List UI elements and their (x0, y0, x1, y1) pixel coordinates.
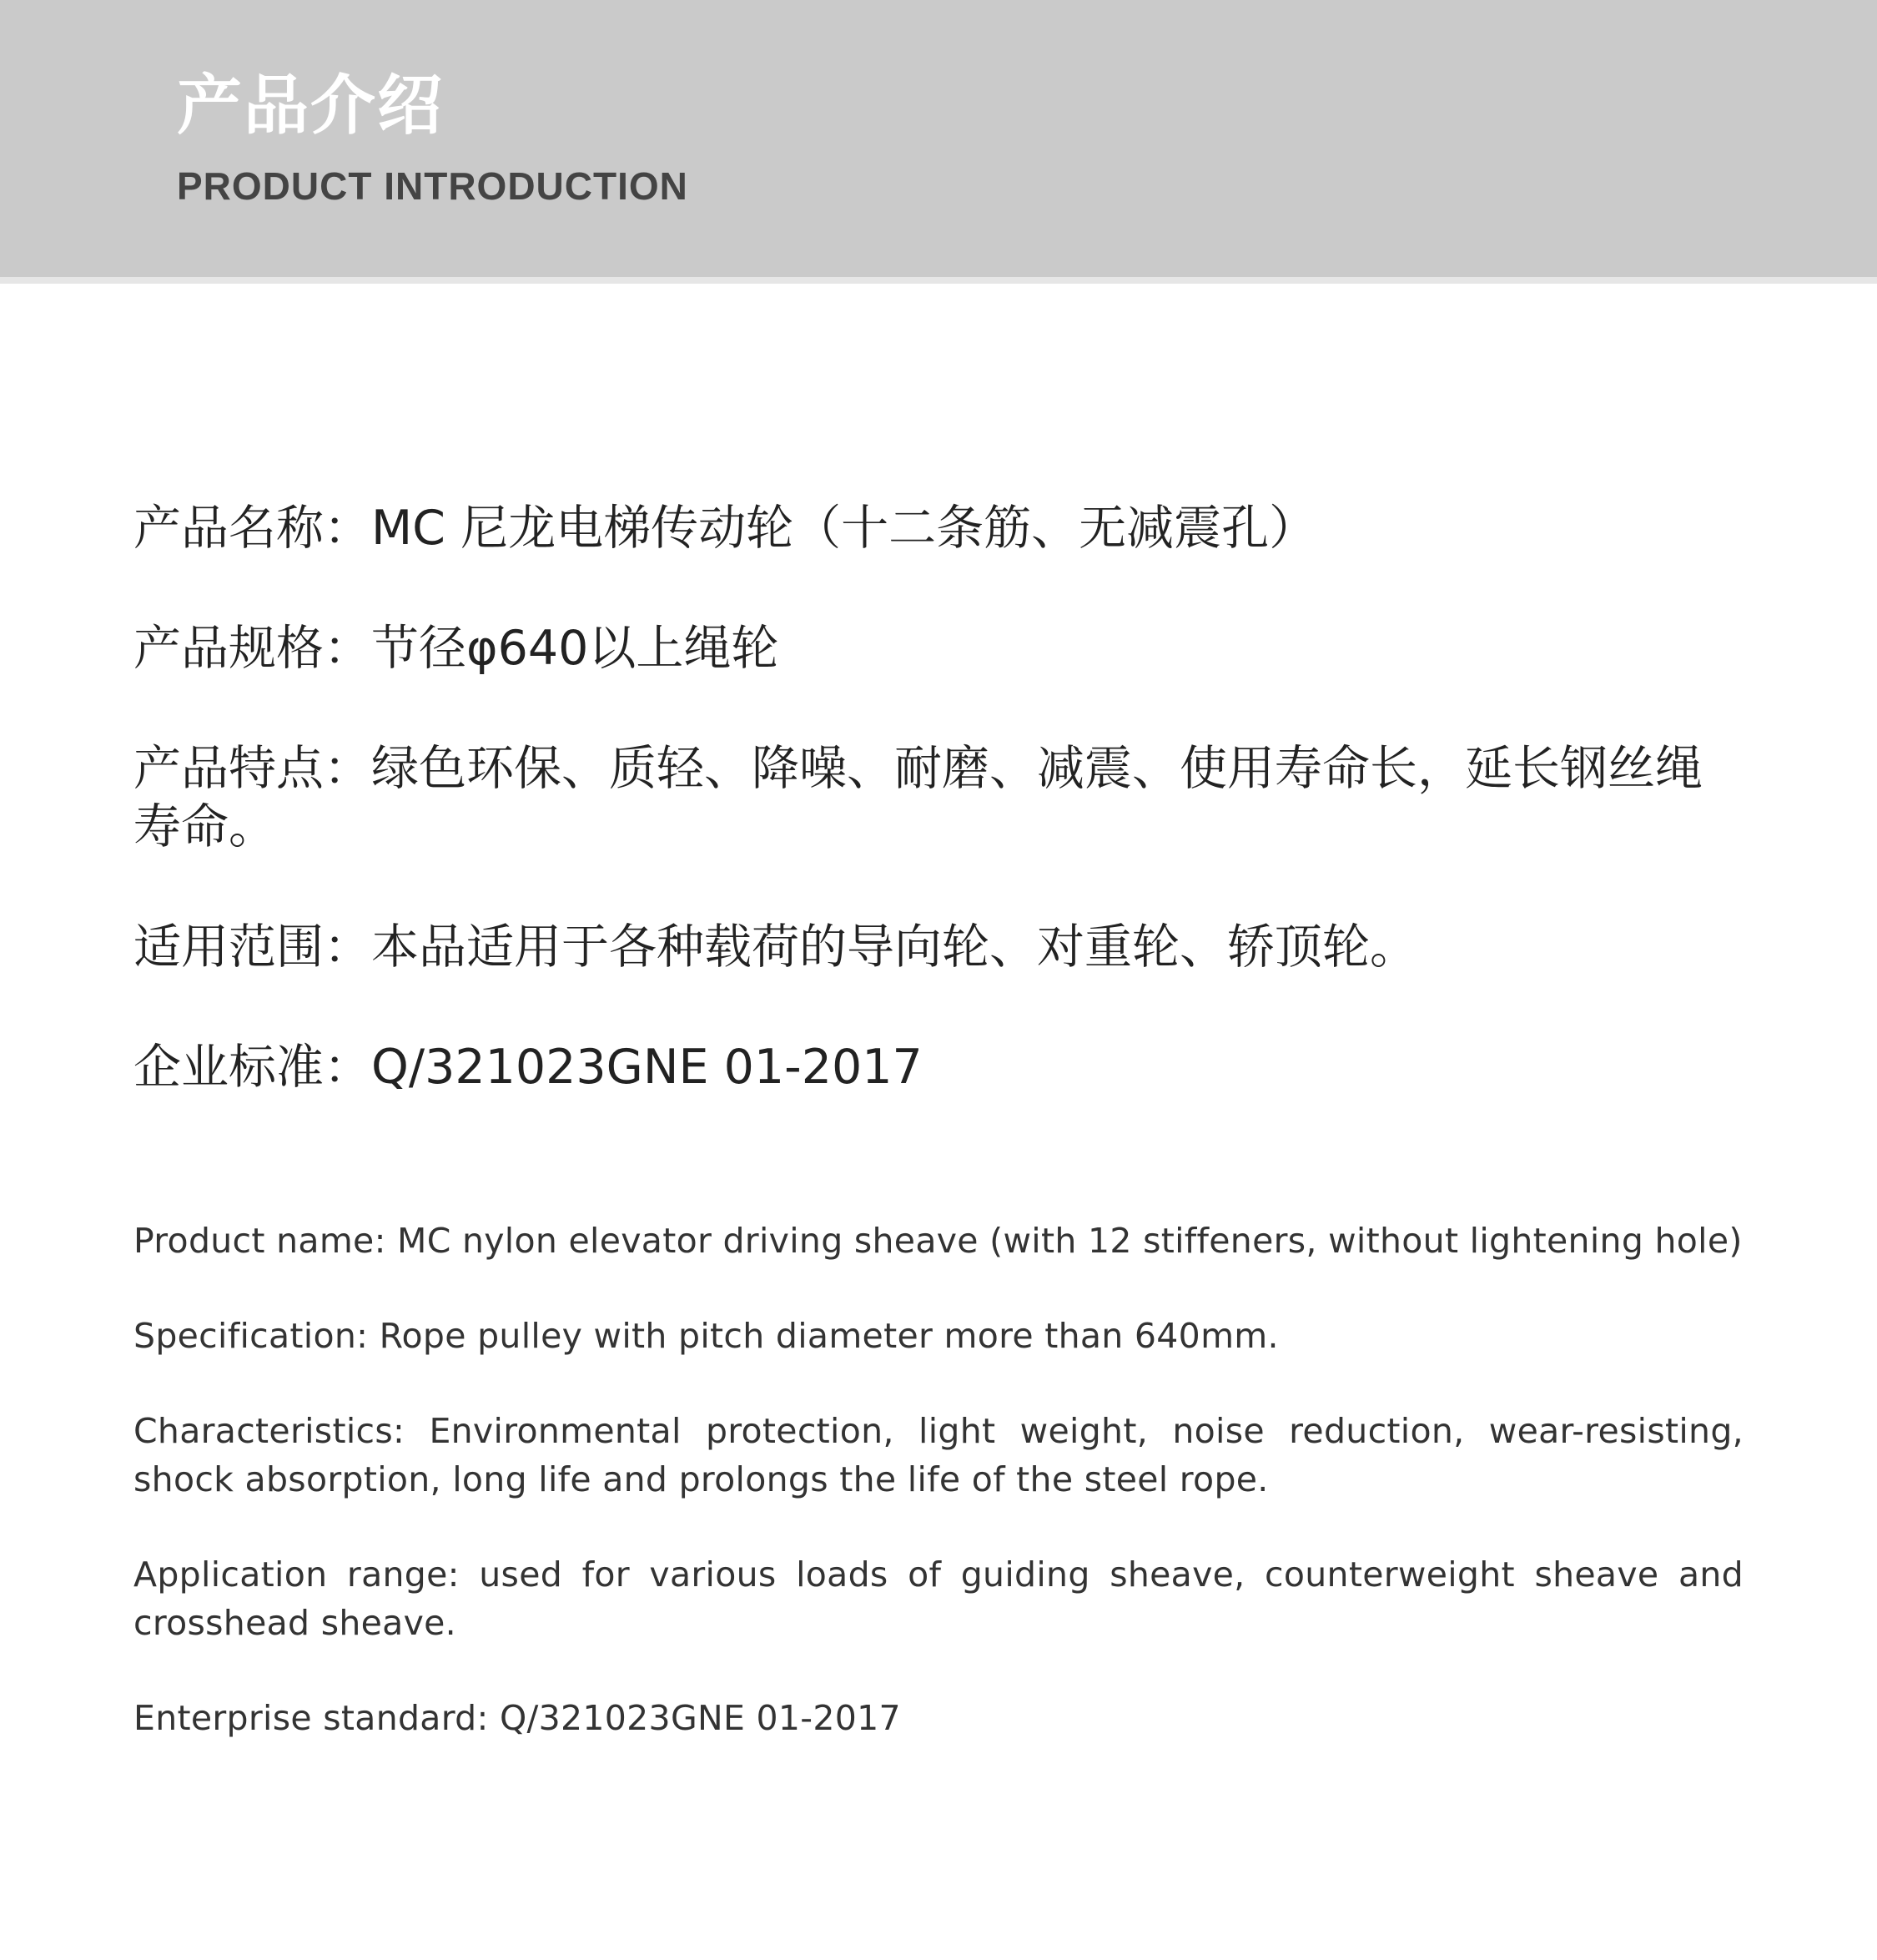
product-application-en: Application range: used for various loads of guiding sheave, counterweight sheave and crosshead sheave. (133, 1554, 1744, 1643)
section-title-cn: 产品介绍 (177, 68, 445, 144)
product-spec-en: Specification: Rope pulley with pitch diameter more than 640mm. (133, 1316, 1279, 1356)
product-details-cn (133, 499, 1745, 1158)
product-name-cn: 产品名称：MC 尼龙电梯传动轮（十二条筋、无减震孔） (133, 501, 1317, 556)
product-spec-cn: 产品规格：节径φ640以上绳轮 (133, 621, 779, 676)
product-name-en: Product name: MC nylon elevator driving sheave (with 12 stiffeners, without lightening hole) (133, 1221, 1743, 1261)
product-features-cn: 产品特点：绿色环保、质轻、降噪、耐磨、减震、使用寿命长，延长钢丝绳寿命。 (133, 741, 1703, 854)
product-features-en: Characteristics: Environmental protection, light weight, noise reduction, wear-resisting, shock absorption, long life and prolongs the life of the steel rope. (133, 1411, 1744, 1499)
product-application-cn: 适用范围：本品适用于各种载荷的导向轮、对重轮、轿顶轮。 (133, 920, 1417, 975)
product-standard-en: Enterprise standard: Q/321023GNE 01-2017 (133, 1698, 901, 1738)
section-title-en: PRODUCT INTRODUCTION (177, 164, 688, 208)
header-banner (0, 0, 1877, 284)
product-details-en (133, 1217, 1744, 1789)
product-standard-cn: 企业标准：Q/321023GNE 01-2017 (133, 1040, 923, 1095)
